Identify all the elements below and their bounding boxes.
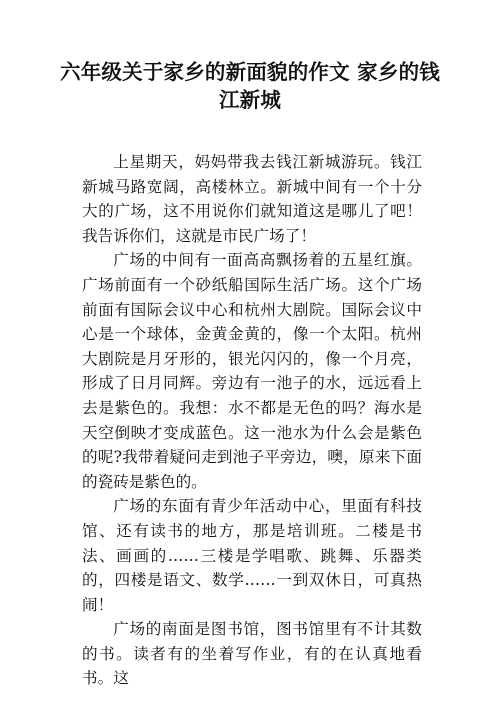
paragraph: 广场的南面是图书馆，图书馆里有不计其数的书。读者有的坐着写作业，有的在认真地看书。这 bbox=[82, 620, 422, 688]
paragraph: 广场的东面有青少年活动中心，里面有科技馆、还有读书的地方，那是培训班。二楼是书法、画画的……三楼是学唱歌、跳舞、乐器类的，四楼是语文、数学……一到双休日，可真热闹！ bbox=[82, 497, 422, 614]
document-title: 六年级关于家乡的新面貌的作文 家乡的钱江新城 bbox=[60, 60, 440, 112]
paragraph: 上星期天，妈妈带我去钱江新城游玩。钱江新城马路宽阔，高楼林立。新城中间有一个十分大的广场，这不用说你们就知道这是哪儿了吧！我告诉你们，这就是市民广场了！ bbox=[82, 153, 422, 245]
document-body bbox=[82, 150, 422, 691]
paragraph: 广场的中间有一面高高飘扬着的五星红旗。广场前面有一个砂纸船国际生活广场。这个广场前面有国际会议中心和杭州大剧院。国际会议中心是一个球体，金黄金黄的，像一个太阳。杭州大剧院是月牙形的，银光闪闪的，像一个月亮，形成了日月同辉。旁边有一池子的水，远远看上去是紫色的。我想：水不都是无色的吗？海水是天空倒映才变成蓝色。这一池水为什么会是紫色的呢?我带着疑问走到池子平旁边，噢，原来下面的瓷砖是紫色的。 bbox=[82, 251, 422, 491]
